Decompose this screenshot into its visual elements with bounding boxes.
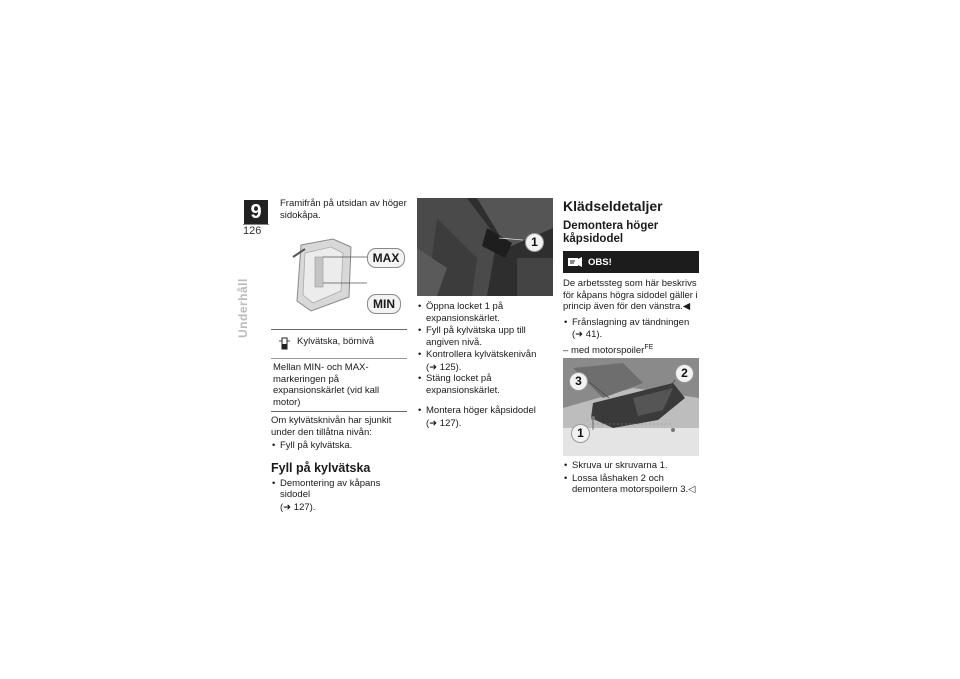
page-reference: (➜ 127). xyxy=(426,417,462,429)
list-item: • Stäng locket på expansionskärlet. xyxy=(417,373,553,396)
arrow-icon: ➜ xyxy=(575,329,584,340)
arrow-icon: ➜ xyxy=(429,417,438,429)
arrow-icon: ➜ xyxy=(429,361,438,373)
min-label: MIN xyxy=(367,294,401,314)
ref-page: 127). xyxy=(293,501,316,513)
column-1 xyxy=(271,198,407,513)
intro-text: Framifrån på utsidan av höger sidokåpa. xyxy=(280,198,407,221)
spec-table xyxy=(271,329,407,412)
ref-page: 127). xyxy=(439,417,462,429)
callout-1: 1 xyxy=(525,233,544,252)
spec-text: Mellan MIN- och MAX-markeringen på expansionskärlet (vid kall motor) xyxy=(273,362,380,408)
callout-1: 1 xyxy=(571,424,590,443)
list-item: • Fyll på kylvätska upp till angiven nivå. xyxy=(417,325,553,348)
subsection-heading: Demontera höger kåpsidodel xyxy=(563,220,659,245)
page-reference: (➜ 41). xyxy=(572,329,603,340)
callout-3: 3 xyxy=(569,372,588,391)
engine-spoiler-photo xyxy=(563,358,699,456)
column-2 xyxy=(417,198,553,429)
chapter-side-label: Underhåll xyxy=(236,278,250,338)
list-item: • Demontering av kåpans sidodel xyxy=(271,478,407,501)
motorcycle-note-icon xyxy=(567,256,583,268)
ref-page: 41). xyxy=(585,329,603,340)
list-item: • Skruva ur skruvarna 1. xyxy=(563,460,699,472)
arrow-icon: ➜ xyxy=(283,501,292,513)
spec-title: Kylvätska, börnivå xyxy=(297,336,375,347)
list-item: • Montera höger kåpsidodel xyxy=(417,405,553,417)
list-item: • Frånslagning av tändningen xyxy=(563,317,699,329)
page-reference: (➜ 127). xyxy=(280,501,316,513)
coolant-tank-figure xyxy=(271,227,407,321)
section-heading: Fyll på kylvätska xyxy=(271,460,371,475)
note-banner xyxy=(563,251,699,273)
list-item: • Öppna locket 1 på expansionskärlet. xyxy=(417,301,553,324)
page-reference: (➜ 125). xyxy=(426,361,462,373)
page-number: 126 xyxy=(243,225,262,237)
column-3 xyxy=(563,198,699,497)
ref-page: 125). xyxy=(439,361,462,373)
coolant-level-icon xyxy=(279,336,291,352)
callout-2: 2 xyxy=(675,364,694,383)
dash-item-text: med motorspoiler xyxy=(570,344,645,356)
level-low-text: Om kylvätsknivån har sjunkit under den tillåtna nivån: xyxy=(271,415,392,438)
dash-item: – med motorspoiler$^{FE}$ xyxy=(563,343,654,356)
list-item: • Fyll på kylvätska. xyxy=(271,440,407,452)
note-label: OBS! xyxy=(588,256,612,268)
dash-item-sup: FE xyxy=(644,343,654,351)
expansion-tank-photo xyxy=(417,198,553,296)
list-item: • Lossa låshaken 2 och demontera motorspoilern 3.◁ xyxy=(563,473,699,496)
list-item: • Kontrollera kylvätskenivån xyxy=(417,349,553,361)
section-heading: Klädseldetaljer xyxy=(563,198,663,214)
max-label: MAX xyxy=(367,248,405,268)
spec-row-title xyxy=(271,330,407,359)
chapter-number: 9 xyxy=(244,200,268,224)
note-text: De arbetssteg som här beskrivs för kåpans högra sidodel gäller i princip även för den vänstra.◀ xyxy=(563,278,698,312)
